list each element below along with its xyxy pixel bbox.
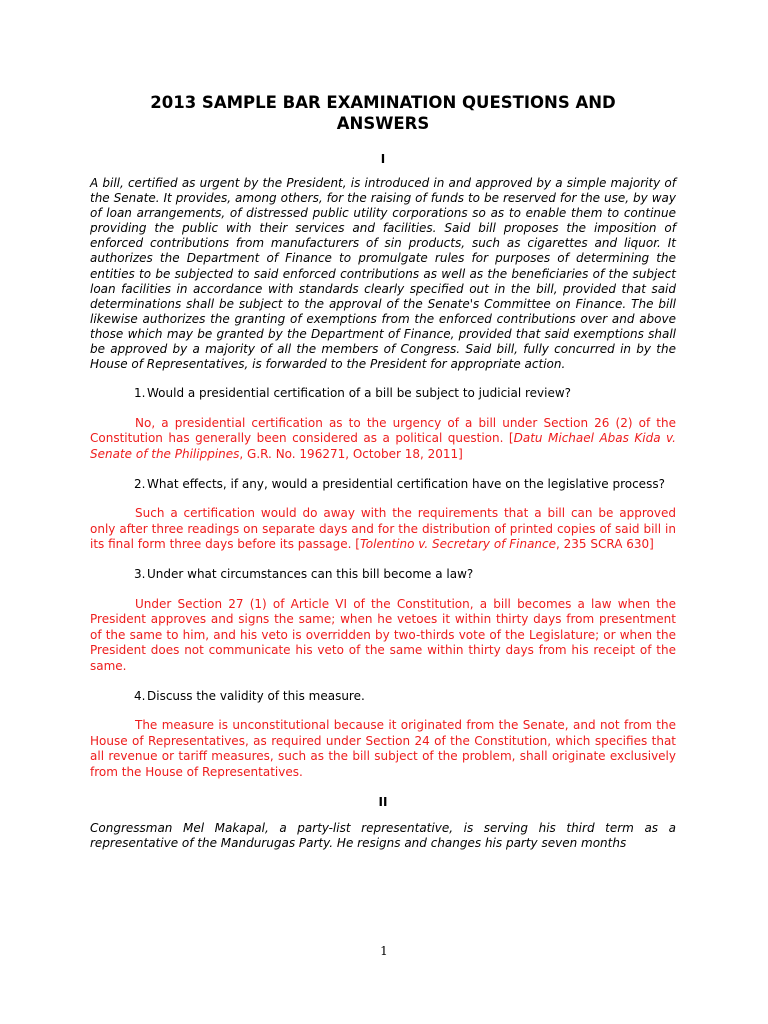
answer-1 xyxy=(90,416,676,463)
problem-facts-2: Congressman Mel Makapal, a party-list representative, is serving his third term as a representative of the Mandurugas Party. He resigns and changes his party seven months xyxy=(90,820,676,850)
problem-facts-1: A bill, certified as urgent by the President, is introduced in and approved by a simple majority of the Senate. It provides, among others, for the raising of funds to be reserved for the use, by way of loan arrangements, of distressed public utility corporations so as to enable them to continue providing the public with their services and facilities. Said bill proposes the imposition of enforced contributions from manufacturers of sin products, such as cigarettes and liquor. It authorizes the Department of Finance to promulgate rules for purposes of determining the entities to be subjected to said enforced contributions as well as the beneficiaries of the subject loan facilities in accordance with standards clearly specified out in the bill, provided that said determinations shall be subject to the approval of the Senate's Committee on Finance. The bill likewise authorizes the granting of exemptions from the enforced contributions over and above those which may be granted by the Department of Finance, provided that said exemptions shall be approved by a majority of all the members of Congress. Said bill, fully concurred in by the House of Representatives, is forwarded to the President for appropriate action. xyxy=(90,176,676,372)
question-text-2: What effects, if any, would a presidential certification have on the legislative process? xyxy=(147,476,665,491)
answer-2 xyxy=(90,506,676,553)
question-text-1: Would a presidential certification of a bill be subject to judicial review? xyxy=(147,386,572,401)
answer-case-1: Datu Michael Abas Kida v. Senate of the Philippines xyxy=(90,431,676,461)
answer-text-2: Such a certification would do away with the requirements that a bill can be approved only after three readings on separate days and for the distribution of printed copies of said bill in its final form three days before its passage. [ xyxy=(90,506,676,552)
answer-case-2: Tolentino v. Secretary of Finance xyxy=(359,537,557,552)
question-4 xyxy=(90,689,676,705)
question-number-3: 3. xyxy=(134,566,146,581)
answer-text-1: No, a presidential certification as to the urgency of a bill under Section 26 (2) of the Constitution has generally been considered as a political question. [ xyxy=(90,415,676,446)
question-number-1: 1. xyxy=(134,386,146,401)
question-1 xyxy=(90,386,676,402)
question-3 xyxy=(90,567,676,583)
page-content xyxy=(90,92,676,851)
question-number-4: 4. xyxy=(134,688,146,703)
page-number: 1 xyxy=(380,944,388,958)
question-text-3: Under what circumstances can this bill become a law? xyxy=(147,566,474,581)
section-number-1: I xyxy=(380,152,386,166)
question-2 xyxy=(90,477,676,493)
answer-citation-1: , G.R. No. 196271, October 18, 2011] xyxy=(239,447,463,461)
answer-3: Under Section 27 (1) of Article VI of the Constitution, a bill becomes a law when the President approves and signs the same; when he vetoes it within thirty days from presentment of the same to him, and his veto is overridden by two-thirds vote of the Legislature; or when the President does not communicate his veto of the same within thirty days from his receipt of the same. xyxy=(90,596,676,673)
document-title: 2013 SAMPLE BAR EXAMINATION QUESTIONS AND ANSWERS xyxy=(150,93,616,133)
question-number-2: 2. xyxy=(134,476,146,491)
answer-citation-2: , 235 SCRA 630] xyxy=(556,537,654,552)
answer-4: The measure is unconstitutional because it originated from the Senate, and not from the House of Representatives, as required under Section 24 of the Constitution, which specifies that all revenue or tariff measures, such as the bill subject of the problem, shall originate exclusively from the House of Representatives. xyxy=(90,718,676,779)
section-number-2: II xyxy=(378,794,388,809)
question-text-4: Discuss the validity of this measure. xyxy=(147,688,365,703)
